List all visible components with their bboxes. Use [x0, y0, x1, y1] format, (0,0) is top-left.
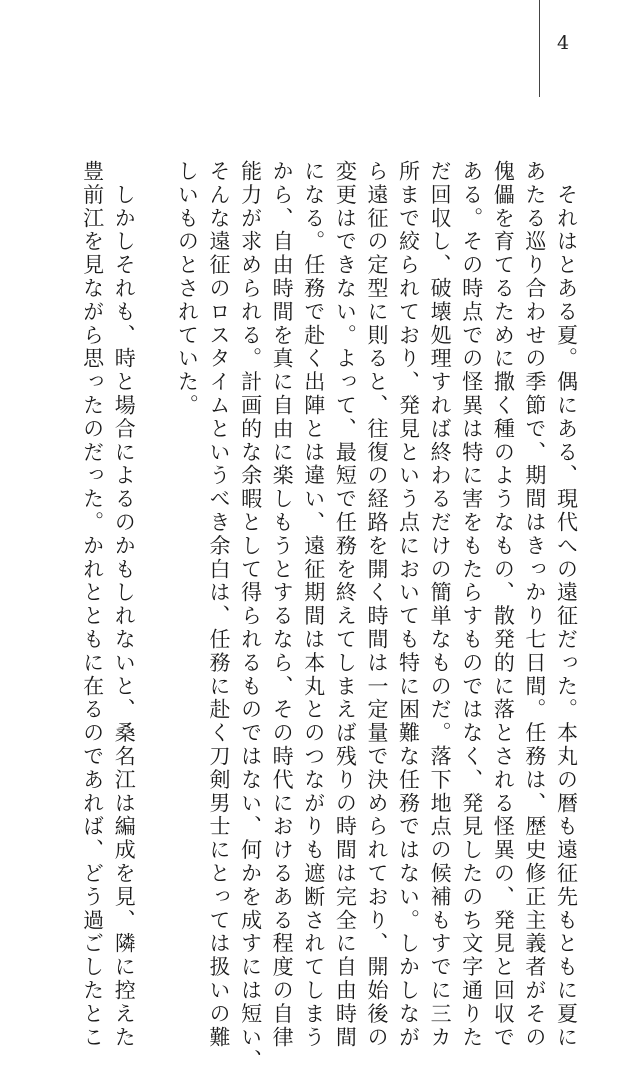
text-line: だ回収し、破壊処理すれば終わるだけの簡単なものだ。落下地点の候補もすでに三カ [428, 160, 453, 1050]
text-line: そんな遠征のロスタイムというべき余白は、任務に赴く刀剣男士にとっては扱いの難 [206, 160, 231, 1050]
body-text [76, 160, 582, 1073]
text-line: から、自由時間を真に自由に楽しもうとするなら、その時代におけるある程度の自律 [270, 160, 295, 1050]
page-number: 4 [557, 32, 570, 54]
text-line: になる。任務で赴く出陣とは違い、遠征期間は本丸とのつながりも遮断されてしまう [301, 160, 326, 1050]
paragraph-1 [171, 160, 582, 1073]
text-line: あたる巡り合わせの季節で、期間はきっかり七日間。任務は、歴史修正主義者がその [522, 160, 547, 1050]
text-line: しかしそれも、時と場合によるのかもしれないと、桑名江は編成を見、隣に控えた [112, 160, 137, 1050]
text-line: 所まで絞られており、発見という点においても特に困難な任務ではない。しかしなが [396, 160, 421, 1050]
text-line: 豊前江を見ながら思ったのだった。かれとともに在るのであれば、どう過ごしたとこ [80, 160, 105, 1050]
text-line: ら遠征の定型に則ると、往復の経路を開く時間は一定量で決められており、開始後の [364, 160, 389, 1050]
text-line: 傀儡を育てるために撒く種のようなもの、散発的に落とされる怪異の、発見と回収で [491, 160, 516, 1050]
text-line: それはとある夏。偶にある、現代への遠征だった。本丸の暦も遠征先もともに夏に [554, 160, 579, 1050]
text-line: ある。その時点での怪異は特に害をもたらすものではなく、発見したのち文字通りた [459, 160, 484, 1050]
text-line: しいものとされていた。 [175, 160, 200, 418]
text-line: 変更はできない。よって、最短で任務を終えてしまえば残りの時間は完全に自由時間 [333, 160, 358, 1050]
paragraph-2 [76, 160, 139, 1050]
text-line: 能力が求められる。計画的な余暇として得られるものではない、何かを成すには短い、 [238, 160, 263, 1073]
header-rule [539, 0, 540, 97]
